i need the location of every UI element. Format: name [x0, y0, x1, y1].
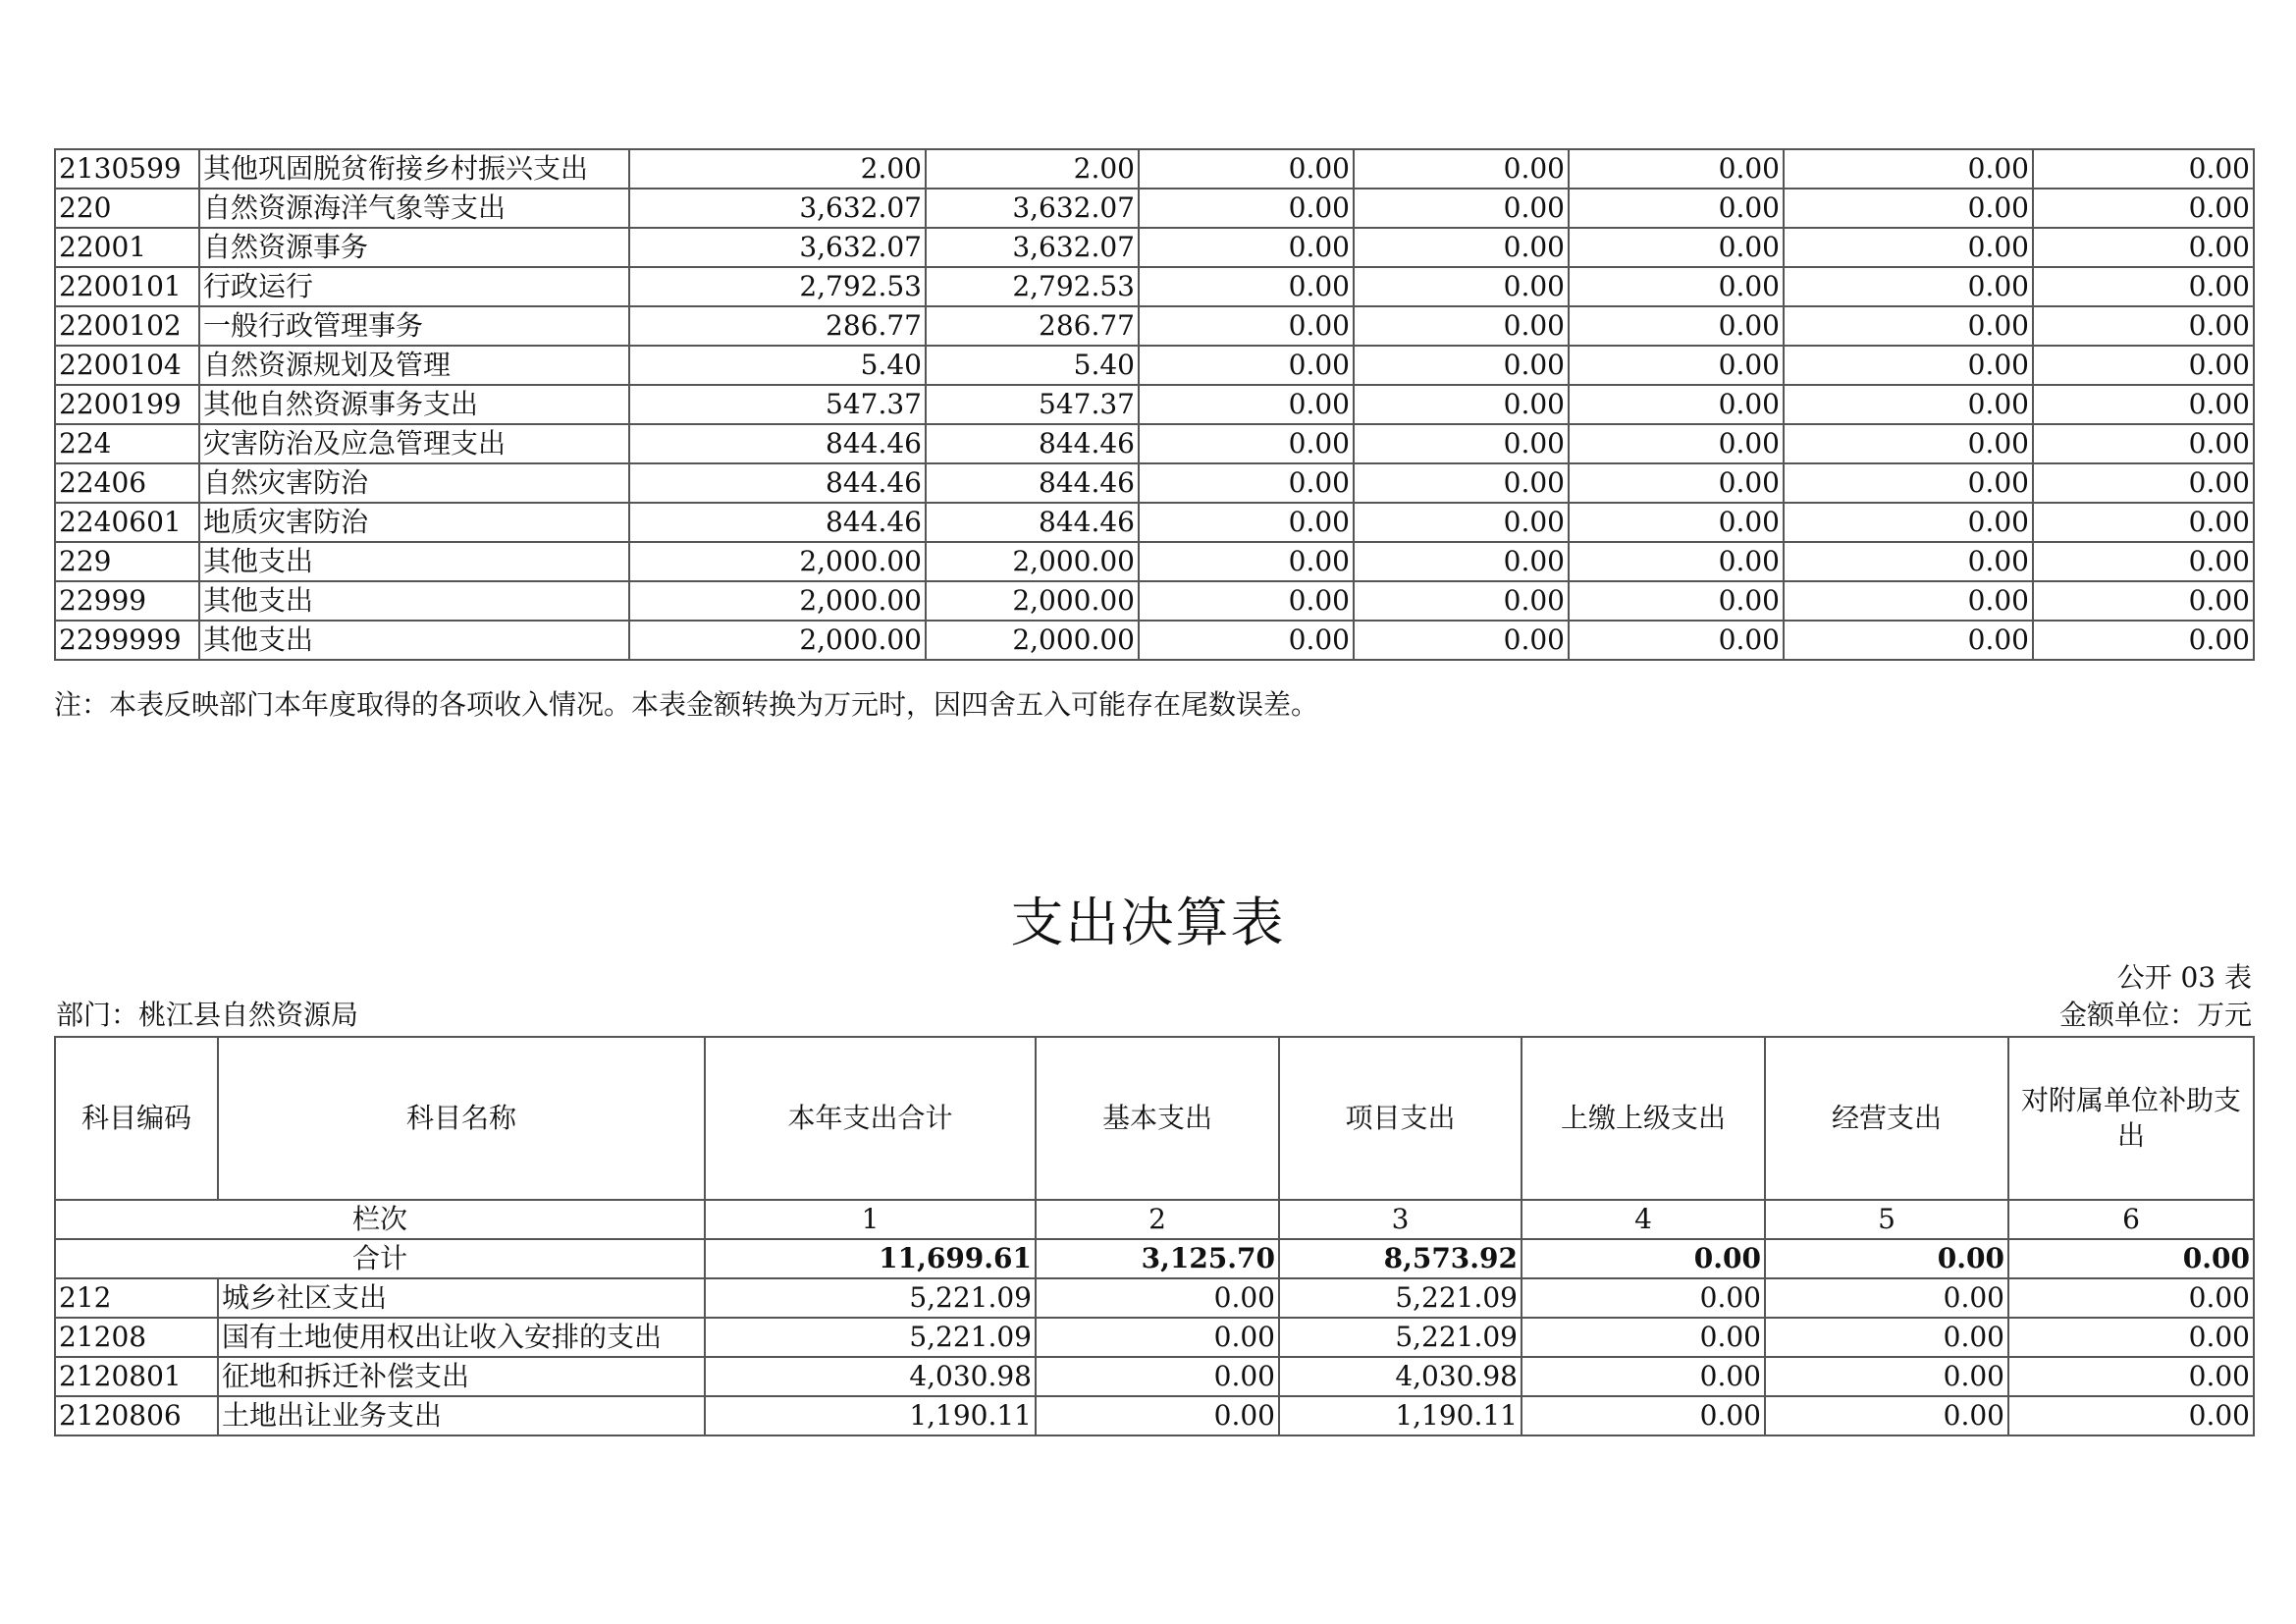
amount-cell: 0.00 — [1569, 189, 1784, 228]
amount-cell: 547.37 — [629, 385, 926, 424]
subject-name: 其他自然资源事务支出 — [199, 385, 629, 424]
total-value: 3,125.70 — [1036, 1239, 1279, 1278]
amount-cell: 1,190.11 — [1279, 1396, 1522, 1435]
column-number: 4 — [1522, 1200, 1765, 1239]
amount-cell: 0.00 — [1569, 228, 1784, 267]
table-row — [55, 542, 2254, 581]
amount-cell: 286.77 — [629, 306, 926, 346]
total-value: 0.00 — [2008, 1239, 2254, 1278]
amount-cell: 0.00 — [2033, 581, 2254, 621]
subject-code: 22001 — [55, 228, 199, 267]
table-row — [55, 463, 2254, 503]
amount-cell: 0.00 — [1139, 267, 1354, 306]
amount-cell: 0.00 — [1569, 463, 1784, 503]
subject-name: 行政运行 — [199, 267, 629, 306]
amount-cell: 0.00 — [1036, 1318, 1279, 1357]
amount-unit-label: 金额单位：万元 — [2058, 999, 2252, 1031]
amount-cell: 0.00 — [1139, 621, 1354, 660]
column-number: 5 — [1765, 1200, 2008, 1239]
amount-cell: 0.00 — [1784, 581, 2033, 621]
amount-cell: 844.46 — [629, 503, 926, 542]
column-number: 6 — [2008, 1200, 2254, 1239]
amount-cell: 0.00 — [1354, 267, 1569, 306]
amount-cell: 844.46 — [629, 424, 926, 463]
amount-cell: 0.00 — [1036, 1278, 1279, 1318]
subject-code: 21208 — [55, 1318, 218, 1357]
amount-cell: 0.00 — [2033, 189, 2254, 228]
amount-cell: 0.00 — [1784, 424, 2033, 463]
column-number: 1 — [705, 1200, 1036, 1239]
amount-cell: 0.00 — [1139, 189, 1354, 228]
amount-cell: 0.00 — [1784, 621, 2033, 660]
header-cell: 上缴上级支出 — [1522, 1037, 1765, 1200]
amount-cell: 0.00 — [1139, 385, 1354, 424]
amount-cell: 2,792.53 — [629, 267, 926, 306]
amount-cell: 5.40 — [629, 346, 926, 385]
table-note: 注：本表反映部门本年度取得的各项收入情况。本表金额转换为万元时，因四舍五入可能存在尾数误差。 — [54, 688, 1319, 721]
table-row — [55, 621, 2254, 660]
amount-cell: 0.00 — [1784, 228, 2033, 267]
amount-cell: 0.00 — [1784, 542, 2033, 581]
total-value: 11,699.61 — [705, 1239, 1036, 1278]
amount-cell: 0.00 — [2033, 463, 2254, 503]
column-index-label: 栏次 — [55, 1200, 705, 1239]
subject-code: 229 — [55, 542, 199, 581]
amount-cell: 5,221.09 — [1279, 1318, 1522, 1357]
amount-cell: 0.00 — [1036, 1396, 1279, 1435]
amount-cell: 0.00 — [1569, 267, 1784, 306]
subject-code: 2200102 — [55, 306, 199, 346]
total-value: 8,573.92 — [1279, 1239, 1522, 1278]
subject-code: 2200199 — [55, 385, 199, 424]
header-cell: 基本支出 — [1036, 1037, 1279, 1200]
amount-cell: 0.00 — [2033, 542, 2254, 581]
amount-cell: 0.00 — [1569, 424, 1784, 463]
amount-cell: 844.46 — [926, 424, 1139, 463]
amount-cell: 0.00 — [1354, 424, 1569, 463]
subject-code: 2120806 — [55, 1396, 218, 1435]
amount-cell: 0.00 — [1784, 189, 2033, 228]
amount-cell: 0.00 — [1139, 581, 1354, 621]
subject-code: 2240601 — [55, 503, 199, 542]
subject-code: 2120801 — [55, 1357, 218, 1396]
table-row — [55, 149, 2254, 189]
table-row — [55, 189, 2254, 228]
amount-cell: 5.40 — [926, 346, 1139, 385]
total-value: 0.00 — [1765, 1239, 2008, 1278]
amount-cell: 2,000.00 — [926, 542, 1139, 581]
amount-cell: 0.00 — [1569, 542, 1784, 581]
amount-cell: 0.00 — [1522, 1396, 1765, 1435]
amount-cell: 2,000.00 — [629, 581, 926, 621]
table-row — [55, 267, 2254, 306]
amount-cell: 844.46 — [926, 463, 1139, 503]
amount-cell: 2,000.00 — [926, 581, 1139, 621]
amount-cell: 547.37 — [926, 385, 1139, 424]
amount-cell: 0.00 — [2033, 385, 2254, 424]
amount-cell: 5,221.09 — [705, 1278, 1036, 1318]
amount-cell: 5,221.09 — [705, 1318, 1036, 1357]
subject-name: 地质灾害防治 — [199, 503, 629, 542]
subject-code: 2200104 — [55, 346, 199, 385]
amount-cell: 0.00 — [1139, 306, 1354, 346]
amount-cell: 0.00 — [1354, 228, 1569, 267]
amount-cell: 1,190.11 — [705, 1396, 1036, 1435]
amount-cell: 0.00 — [1354, 621, 1569, 660]
column-index-row — [55, 1200, 2254, 1239]
amount-cell: 0.00 — [1522, 1357, 1765, 1396]
subject-code: 212 — [55, 1278, 218, 1318]
subject-code: 2299999 — [55, 621, 199, 660]
subject-name: 自然灾害防治 — [199, 463, 629, 503]
amount-cell: 0.00 — [1765, 1278, 2008, 1318]
subject-name: 其他支出 — [199, 621, 629, 660]
amount-cell: 0.00 — [1784, 306, 2033, 346]
amount-cell: 0.00 — [1784, 385, 2033, 424]
form-number: 公开 03 表 — [2116, 961, 2252, 994]
amount-cell: 0.00 — [2033, 503, 2254, 542]
amount-cell: 0.00 — [1139, 503, 1354, 542]
table-row — [55, 1396, 2254, 1435]
amount-cell: 2,000.00 — [926, 621, 1139, 660]
subject-code: 220 — [55, 189, 199, 228]
header-cell: 经营支出 — [1765, 1037, 2008, 1200]
amount-cell: 0.00 — [2033, 228, 2254, 267]
expenditure-table — [54, 1036, 2255, 1436]
amount-cell: 0.00 — [1765, 1318, 2008, 1357]
header-cell: 对附属单位补助支出 — [2008, 1037, 2254, 1200]
amount-cell: 0.00 — [1139, 542, 1354, 581]
header-cell: 项目支出 — [1279, 1037, 1522, 1200]
amount-cell: 0.00 — [1354, 385, 1569, 424]
amount-cell: 5,221.09 — [1279, 1278, 1522, 1318]
subject-name: 其他巩固脱贫衔接乡村振兴支出 — [199, 149, 629, 189]
amount-cell: 4,030.98 — [705, 1357, 1036, 1396]
subject-name: 其他支出 — [199, 542, 629, 581]
amount-cell: 0.00 — [1354, 346, 1569, 385]
amount-cell: 0.00 — [1354, 542, 1569, 581]
amount-cell: 2,792.53 — [926, 267, 1139, 306]
table-row — [55, 1357, 2254, 1396]
expenditure-table-body — [55, 1278, 2254, 1435]
subject-code: 22999 — [55, 581, 199, 621]
amount-cell: 0.00 — [2008, 1318, 2254, 1357]
amount-cell: 0.00 — [1784, 267, 2033, 306]
amount-cell: 2.00 — [629, 149, 926, 189]
table-row — [55, 346, 2254, 385]
amount-cell: 0.00 — [2033, 306, 2254, 346]
table-row — [55, 1278, 2254, 1318]
amount-cell: 0.00 — [2033, 267, 2254, 306]
amount-cell: 0.00 — [2033, 621, 2254, 660]
amount-cell: 0.00 — [1569, 581, 1784, 621]
amount-cell: 0.00 — [1784, 503, 2033, 542]
amount-cell: 844.46 — [926, 503, 1139, 542]
subject-name: 一般行政管理事务 — [199, 306, 629, 346]
subject-name: 国有土地使用权出让收入安排的支出 — [218, 1318, 705, 1357]
department-label: 部门：桃江县自然资源局 — [56, 999, 359, 1031]
total-label: 合计 — [55, 1239, 705, 1278]
amount-cell: 0.00 — [1784, 149, 2033, 189]
table-row — [55, 1318, 2254, 1357]
subject-name: 土地出让业务支出 — [218, 1396, 705, 1435]
amount-cell: 2,000.00 — [629, 621, 926, 660]
amount-cell: 0.00 — [1139, 228, 1354, 267]
header-row — [55, 1037, 2254, 1200]
subject-name: 自然资源事务 — [199, 228, 629, 267]
amount-cell: 0.00 — [1036, 1357, 1279, 1396]
amount-cell: 844.46 — [629, 463, 926, 503]
subject-name: 征地和拆迁补偿支出 — [218, 1357, 705, 1396]
table-row — [55, 385, 2254, 424]
amount-cell: 0.00 — [1569, 621, 1784, 660]
subject-name: 城乡社区支出 — [218, 1278, 705, 1318]
amount-cell: 0.00 — [2008, 1396, 2254, 1435]
amount-cell: 0.00 — [2008, 1357, 2254, 1396]
amount-cell: 286.77 — [926, 306, 1139, 346]
amount-cell: 2,000.00 — [629, 542, 926, 581]
amount-cell: 0.00 — [1569, 503, 1784, 542]
subject-code: 224 — [55, 424, 199, 463]
amount-cell: 0.00 — [1139, 346, 1354, 385]
amount-cell: 0.00 — [1784, 463, 2033, 503]
table-row — [55, 228, 2254, 267]
subject-code: 2130599 — [55, 149, 199, 189]
amount-cell: 0.00 — [2033, 149, 2254, 189]
amount-cell: 0.00 — [1522, 1278, 1765, 1318]
amount-cell: 0.00 — [1354, 581, 1569, 621]
amount-cell: 0.00 — [1522, 1318, 1765, 1357]
subject-name: 自然资源规划及管理 — [199, 346, 629, 385]
amount-cell: 0.00 — [1569, 346, 1784, 385]
amount-cell: 3,632.07 — [926, 189, 1139, 228]
amount-cell: 0.00 — [1569, 385, 1784, 424]
amount-cell: 0.00 — [1354, 189, 1569, 228]
amount-cell: 0.00 — [1354, 503, 1569, 542]
amount-cell: 0.00 — [2008, 1278, 2254, 1318]
amount-cell: 3,632.07 — [629, 189, 926, 228]
header-cell: 科目名称 — [218, 1037, 705, 1200]
amount-cell: 0.00 — [1354, 306, 1569, 346]
income-table-continued — [54, 148, 2255, 661]
column-number: 2 — [1036, 1200, 1279, 1239]
header-cell: 科目编码 — [55, 1037, 218, 1200]
total-value: 0.00 — [1522, 1239, 1765, 1278]
subject-name: 其他支出 — [199, 581, 629, 621]
amount-cell: 0.00 — [1784, 346, 2033, 385]
table-row — [55, 424, 2254, 463]
amount-cell: 3,632.07 — [629, 228, 926, 267]
subject-name: 灾害防治及应急管理支出 — [199, 424, 629, 463]
amount-cell: 3,632.07 — [926, 228, 1139, 267]
amount-cell: 0.00 — [1139, 149, 1354, 189]
amount-cell: 0.00 — [1765, 1396, 2008, 1435]
amount-cell: 0.00 — [1354, 149, 1569, 189]
subject-code: 22406 — [55, 463, 199, 503]
amount-cell: 0.00 — [1139, 463, 1354, 503]
table-row — [55, 306, 2254, 346]
amount-cell: 0.00 — [2033, 346, 2254, 385]
subject-code: 2200101 — [55, 267, 199, 306]
amount-cell: 2.00 — [926, 149, 1139, 189]
amount-cell: 4,030.98 — [1279, 1357, 1522, 1396]
page-title: 支出决算表 — [1010, 892, 1286, 953]
subject-name: 自然资源海洋气象等支出 — [199, 189, 629, 228]
table-row — [55, 503, 2254, 542]
amount-cell: 0.00 — [1569, 149, 1784, 189]
amount-cell: 0.00 — [1139, 424, 1354, 463]
total-row — [55, 1239, 2254, 1278]
column-number: 3 — [1279, 1200, 1522, 1239]
table-row — [55, 581, 2254, 621]
amount-cell: 0.00 — [2033, 424, 2254, 463]
header-cell: 本年支出合计 — [705, 1037, 1036, 1200]
income-table-body — [55, 149, 2254, 660]
amount-cell: 0.00 — [1569, 306, 1784, 346]
amount-cell: 0.00 — [1354, 463, 1569, 503]
amount-cell: 0.00 — [1765, 1357, 2008, 1396]
